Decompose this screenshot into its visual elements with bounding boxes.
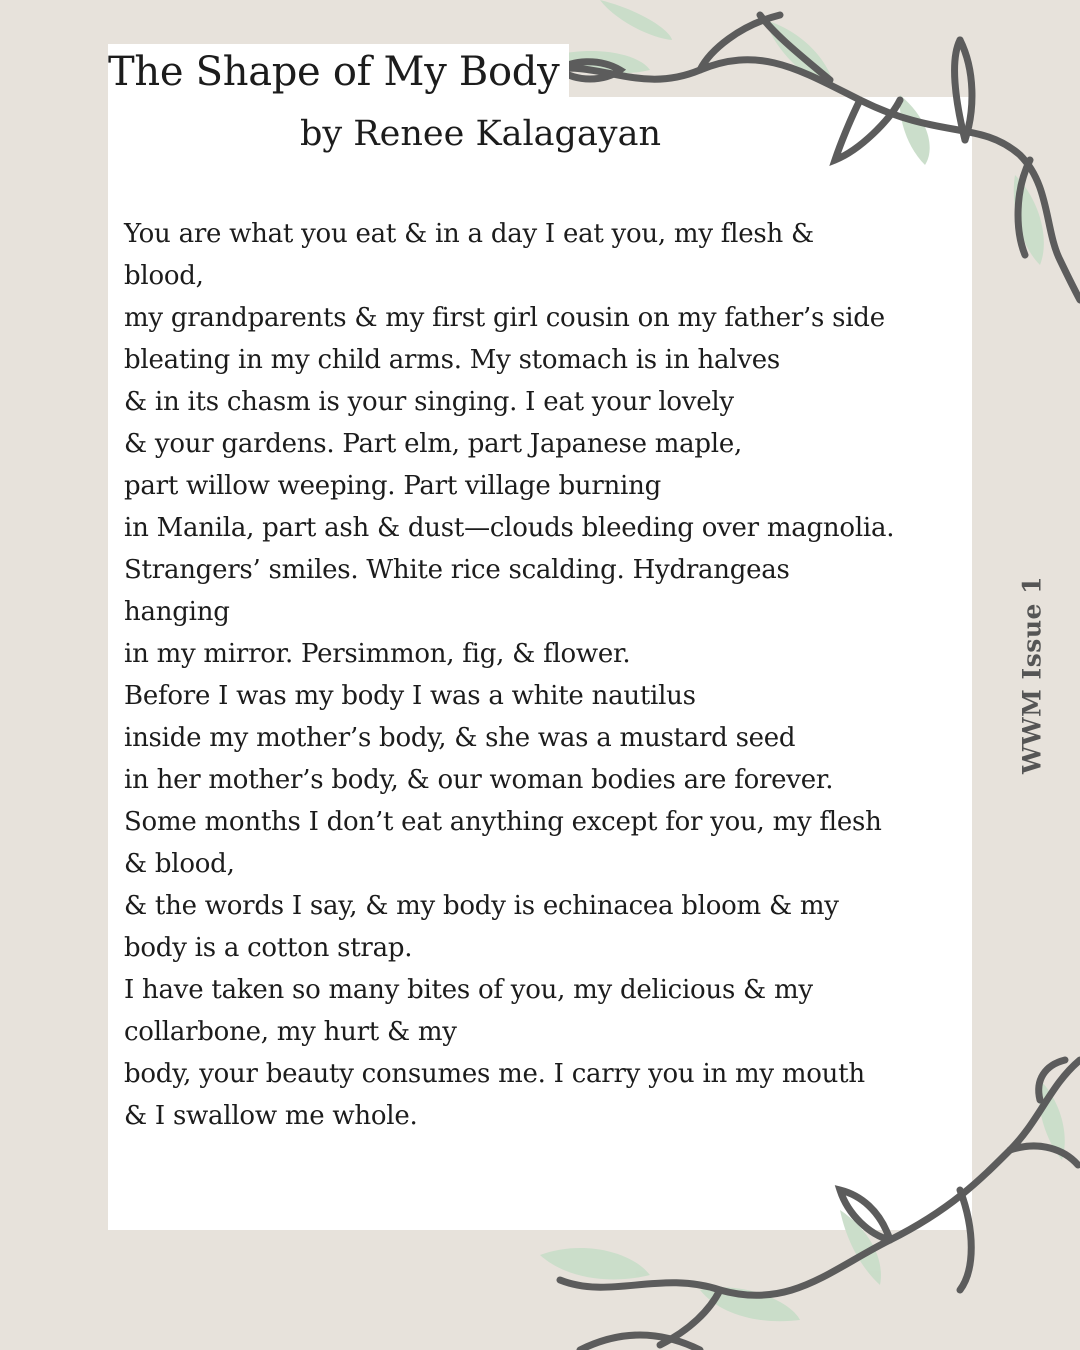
poem-line: & in its chasm is your singing. I eat your lovely (124, 387, 734, 417)
poem-line: my grandparents & my first girl cousin on my father’s side (124, 303, 885, 333)
poem-title: The Shape of My Body (108, 44, 569, 100)
poem-line: body is a cotton strap. (124, 933, 413, 963)
poem-line: & blood, (124, 849, 235, 879)
poem-line: & the words I say, & my body is echinacea bloom & my (124, 891, 839, 921)
poem-line: body, your beauty consumes me. I carry you in my mouth (124, 1059, 865, 1089)
poem-line: Before I was my body I was a white nautilus (124, 681, 696, 711)
issue-label: WWM Issue 1 (1017, 575, 1047, 775)
poem-line: Strangers’ smiles. White rice scalding. Hydrangeas (124, 555, 790, 585)
poem-line: & your gardens. Part elm, part Japanese maple, (124, 429, 743, 459)
poem-line: hanging (124, 597, 230, 627)
poem-line: collarbone, my hurt & my (124, 1017, 457, 1047)
poem-line: bleating in my child arms. My stomach is in halves (124, 345, 780, 375)
poem-line: in my mirror. Persimmon, fig, & flower. (124, 639, 631, 669)
poem-line: part willow weeping. Part village burning (124, 471, 661, 501)
poem-line: & I swallow me whole. (124, 1101, 418, 1131)
poem-line: You are what you eat & in a day I eat you, my flesh & (124, 219, 814, 249)
poem-body (124, 213, 958, 1137)
poem-line: blood, (124, 261, 204, 291)
poem-line: Some months I don’t eat anything except for you, my flesh (124, 807, 882, 837)
author-byline: by Renee Kalagayan (300, 114, 661, 154)
poem-line: in her mother’s body, & our woman bodies are forever. (124, 765, 834, 795)
poem-line: I have taken so many bites of you, my delicious & my (124, 975, 813, 1005)
poem-line: in Manila, part ash & dust—clouds bleeding over magnolia. (124, 513, 895, 543)
poem-line: inside my mother’s body, & she was a mustard seed (124, 723, 796, 753)
